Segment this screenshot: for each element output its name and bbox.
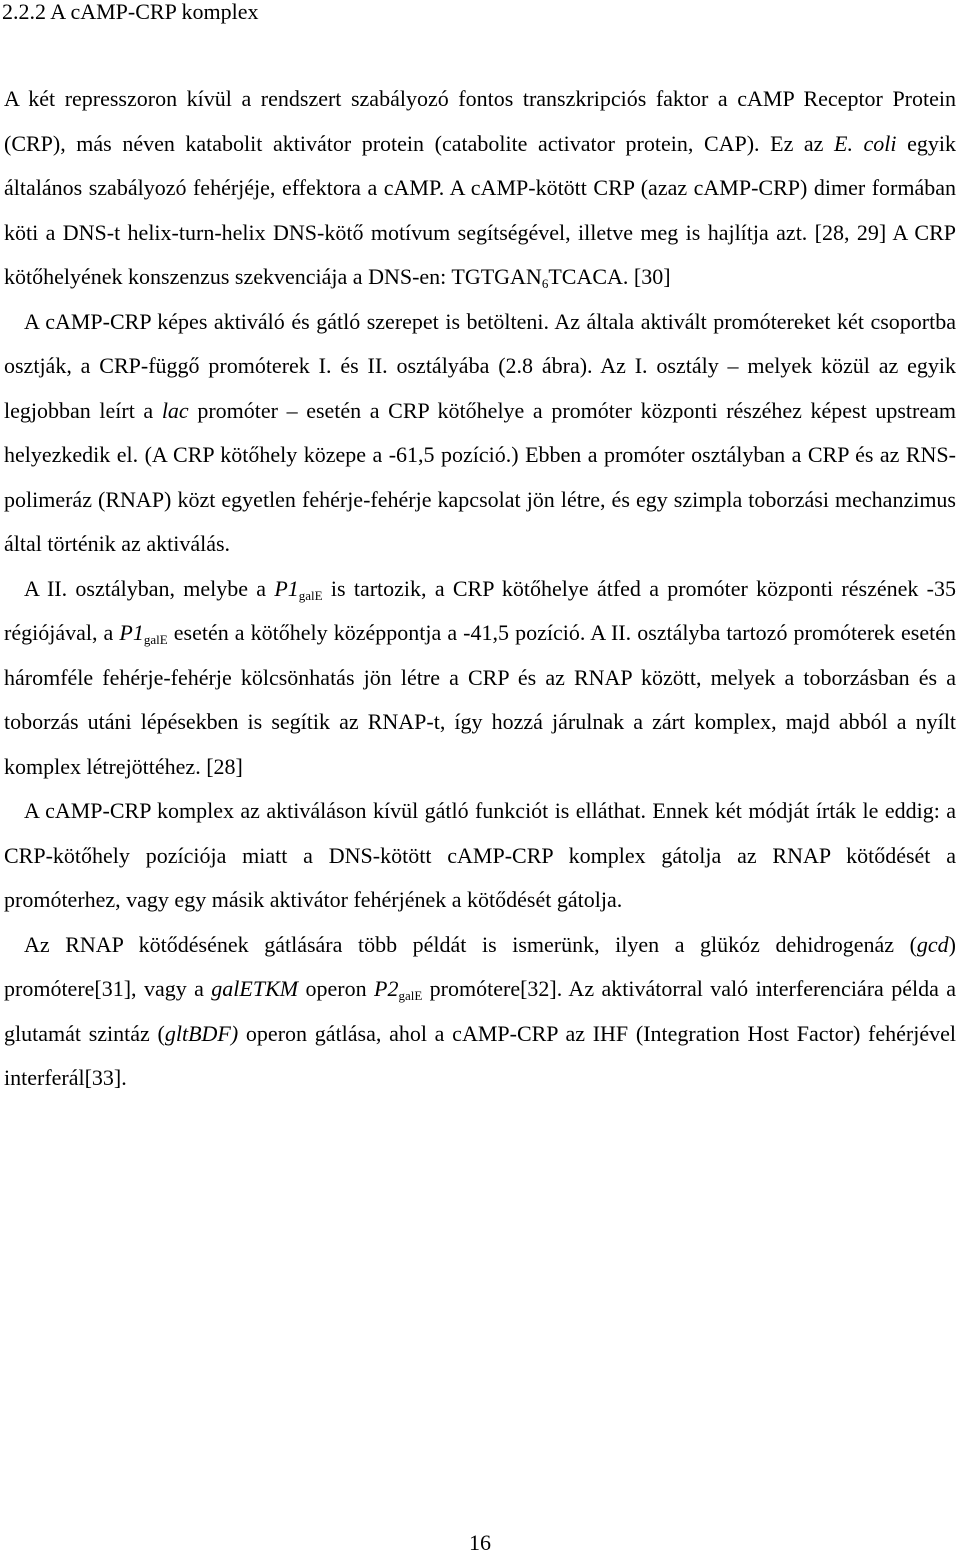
text-run: ) promótere[31], vagy a xyxy=(4,931,956,1001)
subscript: 6 xyxy=(541,276,549,291)
page-number: 16 xyxy=(469,1530,491,1555)
paragraph-4: A cAMP-CRP komplex az aktiváláson kívül gátló funkciót is elláthat. Ennek két módját írták le eddig: a CRP-kötőhely pozíciója miatt a DNS-kötött cAMP-CRP komplex gátolja az RNAP kötődését a promóterhez, vagy egy másik aktivátor fehérjének a kötődését gátolja. xyxy=(4,798,956,912)
paragraph-2 xyxy=(4,300,956,567)
operon-name-italic: gltBDF) xyxy=(164,1020,239,1046)
text-run: A II. osztályban, melybe a xyxy=(24,575,275,601)
text-run: is tartozik, a CRP kötőhelye átfed a promóter központi részének -35 régiójával, a xyxy=(4,575,956,645)
text-run: esetén a kötőhely középpontja a -41,5 pozíció. A II. osztályba tartozó promóterek esetén háromféle fehérje-fehérje kölcsönhatás jön létre a CRP és az RNAP között, melyek a toborzásban és a toborzás utáni lépésekben is segítik az RNAP-t, így hozzá járulnak a zárt komplex, majd abból a nyílt komplex létrejöttéhez. [28] xyxy=(4,620,956,779)
gene-name-italic: lac xyxy=(161,397,189,423)
paragraph-3 xyxy=(4,567,956,790)
body-text xyxy=(4,77,956,1101)
promoter-name-italic: P2 xyxy=(374,976,399,1001)
promoter-name-italic: P1 xyxy=(119,620,144,645)
section-number: 2.2.2 xyxy=(2,0,46,24)
text-run: operon xyxy=(298,976,374,1001)
subscript: galE xyxy=(143,632,168,647)
text-run: A cAMP-CRP képes aktiváló és gátló szerepet is betölteni. Az általa aktivált promótereket két csoportba osztják, a CRP-függő promóterek I. és II. osztályába (2.8 ábra). Az I. osztály – melyek közül az egyik legjobban leírt a xyxy=(4,308,956,423)
text-run: A két represszoron kívül a rendszert szabályozó fontos transzkripciós faktor a cAMP Receptor Protein (CRP), más néven katabolit aktivátor protein (catabolite activator protein, CAP). Ez az xyxy=(4,86,956,156)
text-run: TCACA. [30] xyxy=(548,264,671,289)
text-run: Az RNAP kötődésének gátlására több példát is ismerünk, ilyen a glükóz dehidrogenáz ( xyxy=(24,931,917,957)
text-run: egyik általános szabályozó fehérjéje, effektora a cAMP. A cAMP-kötött CRP (azaz cAMP-CRP) dimer formában köti a DNS-t helix-turn-helix DNS-kötő motívum segítségével, illetve meg is hajlítja azt. [28, 29] A CRP kötőhelyének konszenzus szekvenciája a DNS-en: TGTGAN xyxy=(4,130,956,289)
operon-name-italic: galETKM xyxy=(211,976,299,1001)
subscript: galE xyxy=(298,587,323,603)
subscript: galE xyxy=(398,988,423,1003)
species-name-italic: coli xyxy=(863,130,897,156)
promoter-name-italic: P1 xyxy=(274,575,299,601)
text-run: promóter – esetén a CRP kötőhelye a promóter központi részéhez képest upstream helyezkedik el. (A CRP kötőhely közepe a -61,5 pozíció.) Ebben a promóter osztályban a CRP és az RNS-polimeráz (RNAP) közt egyetlen fehérje-fehérje kapcsolat jön létre, és egy szimpla toborzási mechanzimus által történik az aktiválás. xyxy=(4,397,956,556)
section-title: A cAMP-CRP komplex xyxy=(50,0,259,24)
text-run xyxy=(853,131,864,156)
species-name-italic: E. xyxy=(834,130,853,156)
text-run: promótere[32]. Az aktivátorral való interferenciára példa a glutamát szintáz ( xyxy=(4,976,957,1046)
gene-name-italic: gcd xyxy=(916,931,949,957)
text-run: operon gátlása, ahol a cAMP-CRP az IHF (Integration Host Factor) fehérjével interferál[33]. xyxy=(4,1020,956,1090)
paragraph-1 xyxy=(4,77,956,300)
paragraph-5 xyxy=(4,923,956,1101)
section-heading xyxy=(2,0,259,25)
